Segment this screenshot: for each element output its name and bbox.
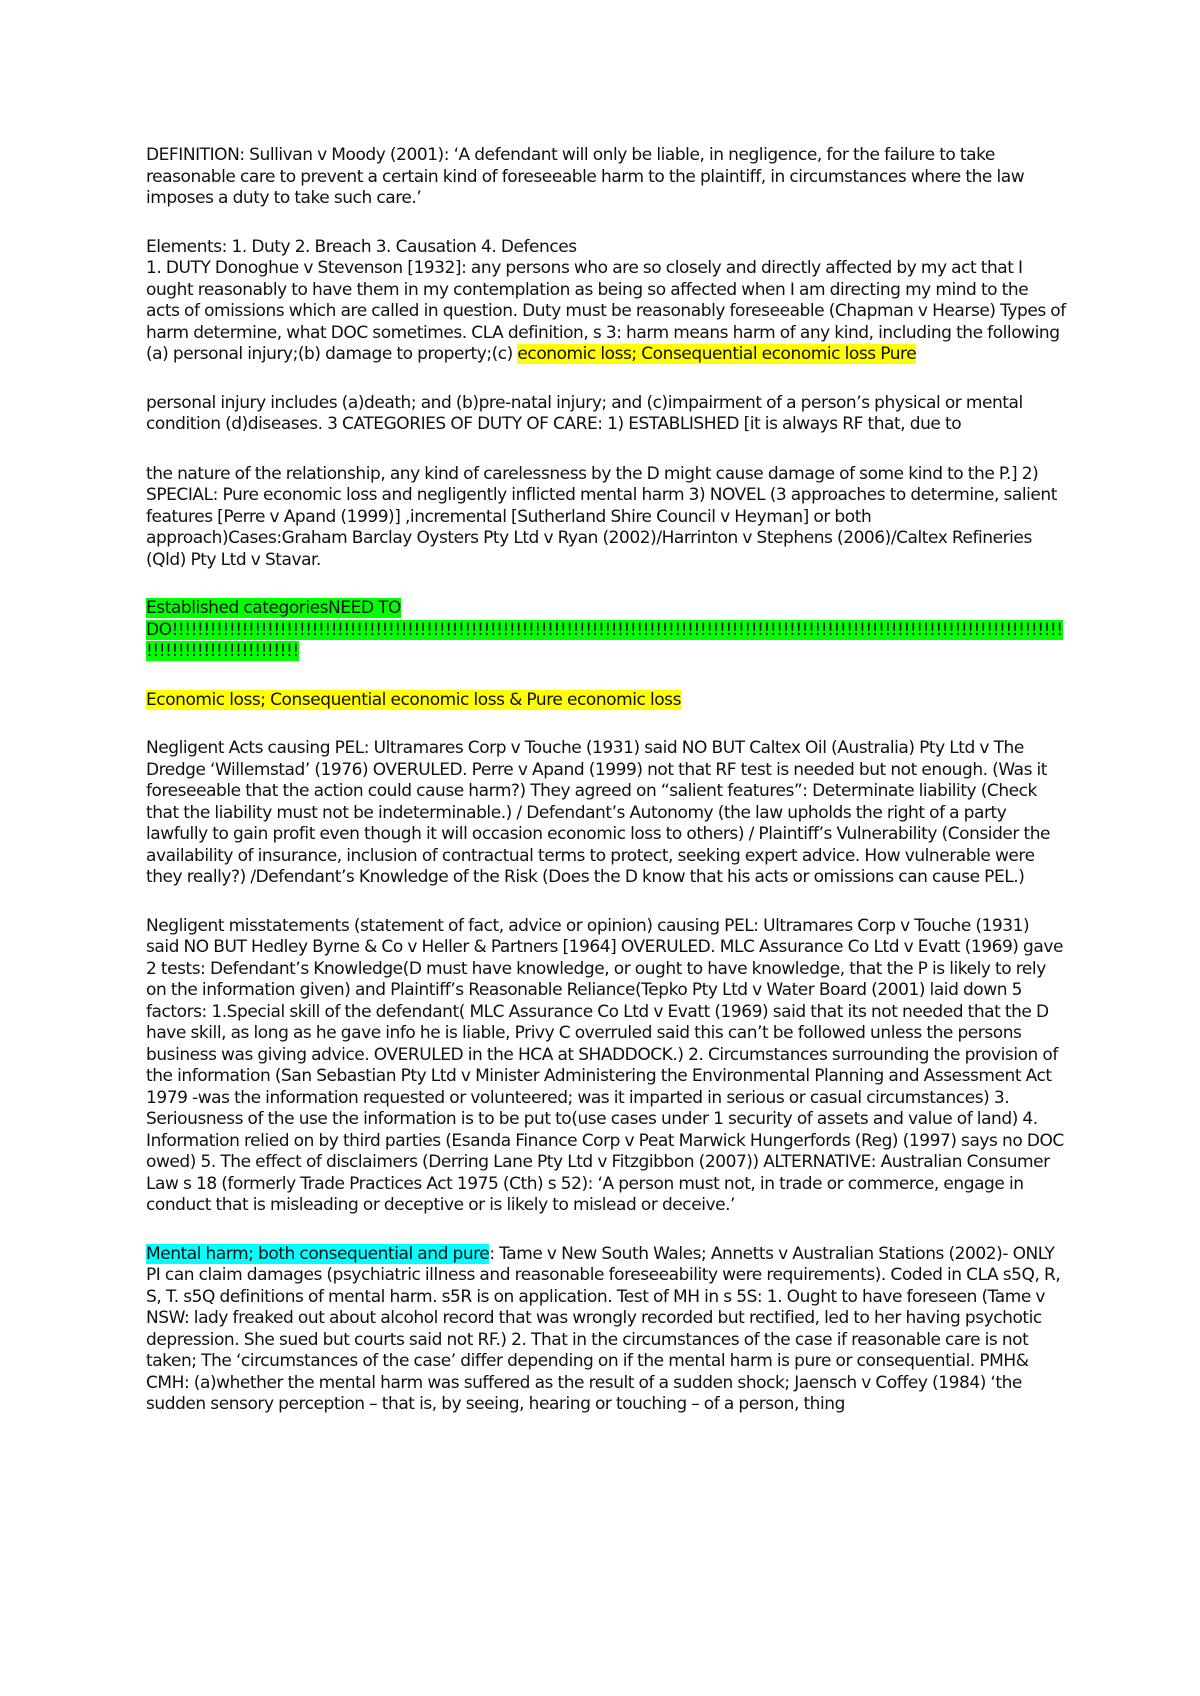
duty-paragraph	[146, 258, 1066, 366]
economic-loss-heading	[146, 690, 1066, 712]
spacer	[146, 711, 1066, 738]
definition-paragraph: DEFINITION: Sullivan v Moody (2001): ‘A defendant will only be liable, in negligence, for the failure to take reasonable care to prevent a certain kind of foreseeable harm to the plaintiff, in circumstances where the law imposes a duty to take such care.’	[146, 145, 1025, 208]
spacer	[146, 663, 1066, 690]
personal-injury-paragraph: personal injury includes (a)death; and (b)pre-natal injury; and (c)impairment of a person’s physical or mental condition (d)diseases. 3 CATEGORIES OF DUTY OF CARE: 1) ESTABLISHED [it is always RF that, due to	[146, 392, 1023, 434]
duty-text: 1. DUTY Donoghue v Stevenson [1932]: any persons who are so closely and directly affected by my act that I ought reasonably to have them in my contemplation as being so affected when I am directing my mind to the acts of omissions which are called in question. Duty must be reasonably foreseeable (Chapman v Hearse) Types of harm determine, what DOC sometimes. CLA definition, s 3: harm means harm of any kind, including the following (a) personal injury;(b) damage to property;(c)	[146, 258, 1066, 364]
established-highlight-line2: DO!!!!!!!!!!!!!!!!!!!!!!!!!!!!!!!!!!!!!!!!!!!!!!!!!!!!!!!!!!!!!!!!!!!!!!!!!!!!!!!!!!!!!!!!!!!!!!!!!!!!!!!!!!!!!!!!!!!!!!!!!!!!!!!!!!!!!!!!!!!!!!!!!!!!!!!!!!!!!!!!!!!!	[146, 619, 1063, 661]
established-categories-note	[146, 598, 1066, 663]
relationship-paragraph: the nature of the relationship, any kind of carelessness by the D might cause damage of some kind to the P.] 2) SPECIAL: Pure economic loss and negligently inflicted mental harm 3) NOVEL (3 approaches to determine, salient features [Perre v Apand (1999)] ,incremental [Sutherland Shire Council v Heyman] or both approach)Cases:Graham Barclay Oysters Pty Ltd v Ryan (2002)/Harrinton v Stephens (2006)/Caltex Refineries (Qld) Pty Ltd v Stavar.	[146, 463, 1057, 570]
document-page	[146, 145, 1066, 1416]
spacer	[146, 436, 1066, 464]
spacer	[146, 210, 1066, 237]
elements-line: Elements: 1. Duty 2. Breach 3. Causation 4. Defences	[146, 236, 577, 257]
mental-harm-paragraph	[146, 1244, 1066, 1416]
spacer	[146, 571, 1066, 598]
economic-loss-highlight: economic loss; Consequential economic loss Pure	[517, 344, 917, 364]
spacer	[146, 889, 1066, 916]
spacer	[146, 366, 1066, 393]
economic-loss-heading-highlight: Economic loss; Consequential economic loss & Pure economic loss	[146, 689, 681, 710]
mental-harm-text: : Tame v New South Wales; Annetts v Australian Stations (2002)- ONLY PI can claim damages (psychiatric illness and reasonable foreseeability were requirements). Coded in CLA s5Q, R, S, T. s5Q definitions of mental harm. s5R is on application. Test of MH in s 5S: 1. Ought to have foreseen (Tame v NSW: lady freaked out about alcohol record that was wrongly recorded but rectified, led to her having psychotic depression. She sued but courts said not RF.) 2. That in the circumstances of the case if reasonable care is not taken; The ‘circumstances of the case’ differ depending on if the mental harm is pure or consequential. PMH& CMH: (a)whether the mental harm was suffered as the result of a sudden shock; Jaensch v Coffey (1984) ‘the sudden sensory perception – that is, by seeing, hearing or touching – of a person, thing	[146, 1243, 1061, 1414]
spacer	[146, 1217, 1066, 1244]
negligent-acts-paragraph: Negligent Acts causing PEL: Ultramares Corp v Touche (1931) said NO BUT Caltex Oil (Australia) Pty Ltd v The Dredge ‘Willemstad’ (1976) OVERULED. Perre v Apand (1999) not that RF test is needed but not enough. (Was it foreseeable that the action could cause harm?) They agreed on “salient features”: Determinate liability (Check that the liability must not be indeterminable.) / Defendant’s Autonomy (the law upholds the right of a party lawfully to gain profit even though it will occasion economic loss to others) / Plaintiff’s Vulnerability (Consider the availability of insurance, inclusion of contractual terms to protect, seeking expert advice. How vulnerable were they really?) /Defendant’s Knowledge of the Risk (Does the D know that his acts or omissions can cause PEL.)	[146, 738, 1051, 887]
established-highlight-line1: Established categoriesNEED TO	[146, 598, 401, 618]
negligent-misstatements-paragraph: Negligent misstatements (statement of fact, advice or opinion) causing PEL: Ultramares Corp v Touche (1931) said NO BUT Hedley Byrne & Co v Heller & Partners [1964] OVERULED. MLC Assurance Co Ltd v Evatt (1969) gave 2 tests: Defendant’s Knowledge(D must have knowledge, or ought to have knowledge, that the P is likely to rely on the information given) and Plaintiff’s Reasonable Reliance(Tepko Pty Ltd v Water Board (2001) laid down 5 factors: 1.Special skill of the defendant( MLC Assurance Co Ltd v Evatt (1969) said that its not needed that the D have skill, as long as he gave info he is liable, Privy C overruled said this can’t be followed unless the persons business was giving advice. OVERULED in the HCA at SHADDOCK.) 2. Circumstances surrounding the provision of the information (San Sebastian Pty Ltd v Minister Administering the Environmental Planning and Assessment Act 1979 -was the information requested or volunteered; was it imparted in serious or casual circumstances) 3. Seriousness of the use the information is to be put to(use cases under 1 security of assets and value of land) 4. Information relied on by third parties (Esanda Finance Corp v Peat Marwick Hungerfords (Reg) (1997) says no DOC owed) 5. The effect of disclaimers (Derring Lane Pty Ltd v Fitzgibbon (2007)) ALTERNATIVE: Australian Consumer Law s 18 (formerly Trade Practices Act 1975 (Cth) s 52): ‘A person must not, in trade or commerce, engage in conduct that is misleading or deceptive or is likely to mislead or deceive.’	[146, 915, 1064, 1215]
mental-harm-highlight: Mental harm; both consequential and pure	[146, 1243, 490, 1264]
